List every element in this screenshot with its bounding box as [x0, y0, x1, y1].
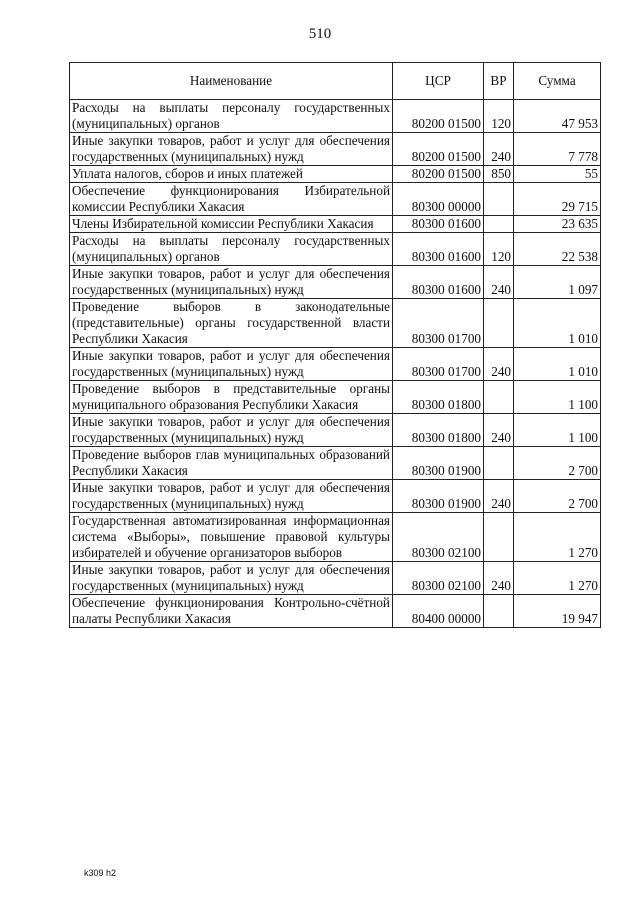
row-vr: 120 — [484, 100, 514, 133]
row-vr — [484, 513, 514, 562]
row-sum: 7 778 — [514, 133, 601, 166]
table-row — [70, 100, 601, 133]
row-vr — [484, 216, 514, 233]
row-vr: 240 — [484, 133, 514, 166]
row-vr — [484, 595, 514, 628]
row-name: Иные закупки товаров, работ и услуг для обеспечения государственных (муниципальных) нужд — [70, 133, 393, 166]
table-row — [70, 183, 601, 216]
row-vr: 850 — [484, 166, 514, 183]
table-row — [70, 595, 601, 628]
table-row — [70, 133, 601, 166]
row-csr: 80200 01500 — [393, 100, 484, 133]
row-csr: 80300 00000 — [393, 183, 484, 216]
header-csr: ЦСР — [393, 63, 484, 100]
row-vr: 240 — [484, 348, 514, 381]
page-number: 510 — [308, 26, 332, 42]
row-csr: 80300 01900 — [393, 480, 484, 513]
row-name: Иные закупки товаров, работ и услуг для обеспечения государственных (муниципальных) нужд — [70, 562, 393, 595]
row-vr: 240 — [484, 266, 514, 299]
row-vr: 120 — [484, 233, 514, 266]
row-csr: 80300 01800 — [393, 414, 484, 447]
row-name: Обеспечение функционирования Избирательной комиссии Республики Хакасия — [70, 183, 393, 216]
row-vr: 240 — [484, 414, 514, 447]
row-csr: 80300 01700 — [393, 299, 484, 348]
row-name: Расходы на выплаты персоналу государственных (муниципальных) органов — [70, 100, 393, 133]
row-name: Проведение выборов в законодательные (представительные) органы государственной власти Республики Хакасия — [70, 299, 393, 348]
table-row — [70, 381, 601, 414]
table-row — [70, 216, 601, 233]
row-sum: 47 953 — [514, 100, 601, 133]
table-row — [70, 266, 601, 299]
row-sum: 55 — [514, 166, 601, 183]
row-name: Иные закупки товаров, работ и услуг для обеспечения государственных (муниципальных) нужд — [70, 348, 393, 381]
row-vr: 240 — [484, 562, 514, 595]
row-sum: 1 270 — [514, 513, 601, 562]
row-name: Государственная автоматизированная информационная система «Выборы», повышение правовой культуры избирателей и обучение организаторов выборов — [70, 513, 393, 562]
row-csr: 80400 00000 — [393, 595, 484, 628]
row-csr: 80300 01600 — [393, 233, 484, 266]
table-row — [70, 166, 601, 183]
header-name: Наименование — [70, 63, 393, 100]
header-sum: Сумма — [514, 63, 601, 100]
row-sum: 29 715 — [514, 183, 601, 216]
row-vr — [484, 299, 514, 348]
table-row — [70, 233, 601, 266]
row-sum: 1 010 — [514, 348, 601, 381]
table-row — [70, 447, 601, 480]
table-body — [70, 100, 601, 628]
row-vr — [484, 381, 514, 414]
row-csr: 80300 01800 — [393, 381, 484, 414]
row-sum: 1 100 — [514, 414, 601, 447]
table-row — [70, 513, 601, 562]
table-row — [70, 480, 601, 513]
table-row — [70, 414, 601, 447]
row-sum: 2 700 — [514, 447, 601, 480]
row-csr: 80300 01700 — [393, 348, 484, 381]
row-name: Иные закупки товаров, работ и услуг для обеспечения государственных (муниципальных) нужд — [70, 266, 393, 299]
table-row — [70, 348, 601, 381]
row-name: Члены Избирательной комиссии Республики Хакасия — [70, 216, 393, 233]
row-sum: 1 270 — [514, 562, 601, 595]
row-csr: 80300 02100 — [393, 513, 484, 562]
row-sum: 1 100 — [514, 381, 601, 414]
row-name: Расходы на выплаты персоналу государственных (муниципальных) органов — [70, 233, 393, 266]
row-name: Иные закупки товаров, работ и услуг для обеспечения государственных (муниципальных) нужд — [70, 480, 393, 513]
table-row — [70, 562, 601, 595]
row-vr — [484, 447, 514, 480]
row-vr: 240 — [484, 480, 514, 513]
row-sum: 1 010 — [514, 299, 601, 348]
row-csr: 80300 01900 — [393, 447, 484, 480]
row-sum: 2 700 — [514, 480, 601, 513]
table-header-row — [70, 63, 601, 100]
row-vr — [484, 183, 514, 216]
row-name: Проведение выборов глав муниципальных образований Республики Хакасия — [70, 447, 393, 480]
row-name: Уплата налогов, сборов и иных платежей — [70, 166, 393, 183]
row-name: Обеспечение функционирования Контрольно-счётной палаты Республики Хакасия — [70, 595, 393, 628]
row-csr: 80200 01500 — [393, 133, 484, 166]
row-sum: 1 097 — [514, 266, 601, 299]
row-sum: 22 538 — [514, 233, 601, 266]
row-sum: 19 947 — [514, 595, 601, 628]
row-name: Иные закупки товаров, работ и услуг для обеспечения государственных (муниципальных) нужд — [70, 414, 393, 447]
row-csr: 80300 01600 — [393, 266, 484, 299]
row-csr: 80300 01600 — [393, 216, 484, 233]
row-sum: 23 635 — [514, 216, 601, 233]
row-csr: 80300 02100 — [393, 562, 484, 595]
budget-table — [69, 62, 601, 628]
row-csr: 80200 01500 — [393, 166, 484, 183]
header-vr: ВР — [484, 63, 514, 100]
row-name: Проведение выборов в представительные органы муниципального образования Республики Хакасия — [70, 381, 393, 414]
footer-code: k309 h2 — [84, 868, 117, 878]
table-row — [70, 299, 601, 348]
